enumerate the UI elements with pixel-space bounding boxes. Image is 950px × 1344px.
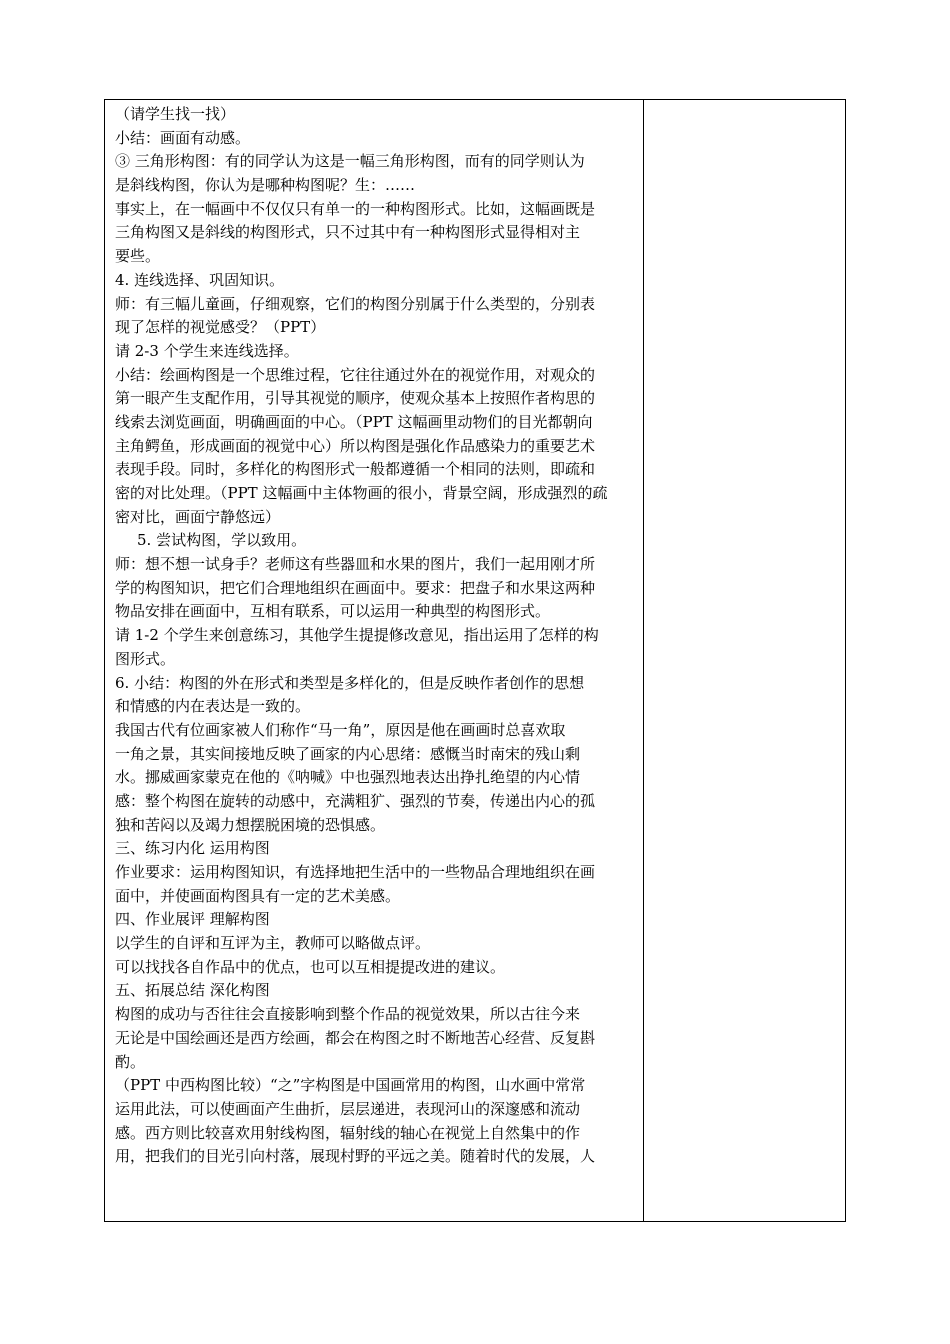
text-line: 小结：绘画构图是一个思维过程，它往往通过外在的视觉作用，对观众的 bbox=[115, 365, 596, 384]
text-line: 三角构图又是斜线的构图形式，只不过其中有一种构图形式显得相对主 bbox=[115, 223, 581, 242]
text-line: 线索去浏览画面，明确画面的中心。（PPT 这幅画里动物们的目光都朝向 bbox=[115, 412, 593, 431]
text-line: 事实上，在一幅画中不仅仅只有单一的一种构图形式。比如，这幅画既是 bbox=[115, 199, 596, 218]
text-line: 作业要求：运用构图知识，有选择地把生活中的一些物品合理地组织在画 bbox=[115, 863, 596, 881]
text-line: 密对比，画面宁静悠远） bbox=[115, 507, 281, 526]
text-line: 和情感的内在表达是一致的。 bbox=[115, 697, 311, 716]
text-line: 酌。 bbox=[115, 1052, 146, 1071]
text-line: 4. 连线选择、巩固知识。 bbox=[115, 270, 285, 289]
text-line: 图形式。 bbox=[115, 649, 176, 668]
section-heading: 三、练习内化 运用构图 bbox=[115, 839, 270, 858]
text-line: 密的对比处理。（PPT 这幅画中主体物画的很小，背景空阔，形成强烈的疏 bbox=[115, 484, 608, 502]
lesson-table bbox=[104, 99, 846, 1222]
text-line: 感。西方则比较喜欢用射线构图，辐射线的轴心在视觉上自然集中的作 bbox=[115, 1123, 581, 1142]
text-line: 主角鳄鱼，形成画面的视觉中心）所以构图是强化作品感染力的重要艺术 bbox=[115, 436, 596, 455]
text-line: 表现手段。同时，多样化的构图形式一般都遵循一个相同的法则，即疏和 bbox=[115, 460, 596, 479]
text-line: 6. 小结：构图的外在形式和类型是多样化的，但是反映作者创作的思想 bbox=[115, 673, 585, 692]
text-line: 师：有三幅儿童画，仔细观察，它们的构图分别属于什么类型的，分别表 bbox=[115, 294, 596, 313]
text-line: 现了怎样的视觉感受？（PPT） bbox=[115, 318, 326, 337]
text-line: 请 2-3 个学生来连线选择。 bbox=[115, 341, 299, 360]
text-line: 感：整个构图在旋转的动感中，充满粗犷、强烈的节奏，传递出内心的孤 bbox=[115, 791, 596, 810]
text-line: 可以找找各自作品中的优点，也可以互相提提改进的建议。 bbox=[115, 957, 506, 976]
text-line: 师：想不想一试身手？老师这有些器皿和水果的图片，我们一起用刚才所 bbox=[115, 555, 596, 574]
text-line: 水。挪威画家蒙克在他的《呐喊》中也强烈地表达出挣扎绝望的内心情 bbox=[115, 768, 581, 787]
text-line: 小结：画面有动感。 bbox=[115, 128, 251, 147]
text-line: 要些。 bbox=[115, 247, 161, 266]
text-line: （PPT 中西构图比较）“之”字构图是中国画常用的构图，山水画中常常 bbox=[115, 1076, 586, 1095]
text-line: 用，把我们的目光引向村落，展现村野的平远之美。随着时代的发展，人 bbox=[115, 1147, 596, 1166]
text-line: 以学生的自评和互评为主，教师可以略做点评。 bbox=[115, 934, 431, 953]
text-line: 我国古代有位画家被人们称作“马一角”，原因是他在画画时总喜欢取 bbox=[115, 720, 566, 739]
text-line: 是斜线构图，你认为是哪种构图呢？生：…… bbox=[115, 176, 416, 195]
text-line: 构图的成功与否往往会直接影响到整个作品的视觉效果，所以古往今来 bbox=[115, 1005, 581, 1024]
text-line: 物品安排在画面中，互相有联系，可以运用一种典型的构图形式。 bbox=[115, 602, 551, 621]
text-line: 无论是中国绘画还是西方绘画，都会在构图之时不断地苦心经营、反复斟 bbox=[115, 1028, 596, 1047]
section-heading: 五、拓展总结 深化构图 bbox=[115, 981, 270, 1000]
text-line: 独和苦闷以及竭力想摆脱困境的恐惧感。 bbox=[115, 815, 386, 834]
text-line: 第一眼产生支配作用，引导其视觉的顺序，使观众基本上按照作者构思的 bbox=[115, 389, 596, 408]
text-line: 面中，并使画面构图具有一定的艺术美感。 bbox=[115, 886, 401, 905]
text-line: 请 1-2 个学生来创意练习，其他学生提提修改意见，指出运用了怎样的构 bbox=[115, 626, 599, 645]
text-line: 学的构图知识，把它们合理地组织在画面中。要求：把盘子和水果这两种 bbox=[115, 578, 596, 597]
section-heading: 5. 尝试构图，学以致用。 bbox=[137, 531, 307, 550]
section-heading: 四、作业展评 理解构图 bbox=[115, 910, 270, 929]
notes-cell bbox=[644, 100, 845, 1221]
text-line: ③ 三角形构图：有的同学认为这是一幅三角形构图，而有的同学则认为 bbox=[115, 152, 585, 171]
text-line: （请学生找一找） bbox=[115, 105, 236, 123]
lesson-content-cell bbox=[105, 100, 644, 1221]
text-line: 运用此法，可以使画面产生曲折，层层递进，表现河山的深邃感和流动 bbox=[115, 1099, 581, 1118]
text-line: 一角之景，其实间接地反映了画家的内心思绪：感慨当时南宋的残山剩 bbox=[115, 744, 581, 763]
